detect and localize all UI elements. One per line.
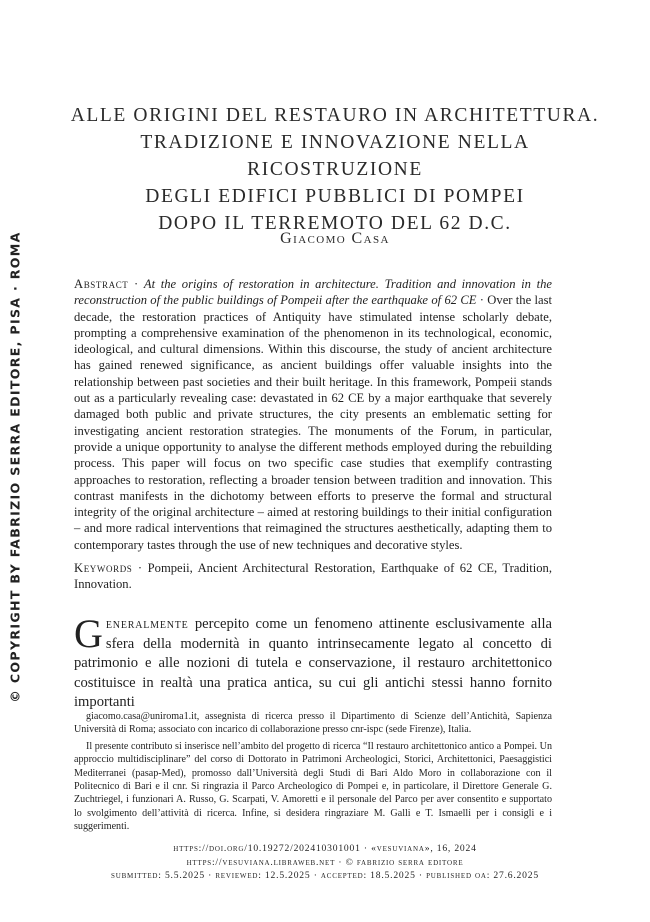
title-line: TRADIZIONE E INNOVAZIONE NELLA xyxy=(140,132,530,153)
keywords xyxy=(74,560,552,593)
copyright-notice: © COPYRIGHT BY FABRIZIO SERRA EDITORE, PISA · ROMA xyxy=(7,231,23,703)
title-line: ALLE ORIGINI DEL RESTAURO IN ARCHITETTURA. xyxy=(70,105,600,126)
title-line: RICOSTRUZIONE xyxy=(247,159,423,180)
abstract-label: Abstract xyxy=(74,277,129,291)
copyright-sidebar xyxy=(4,232,26,702)
dates-line: submitted: 5.5.2025 · reviewed: 12.5.2025 · accepted: 18.5.2025 · published oa: 27.6.2025 xyxy=(111,870,539,882)
footnotes xyxy=(74,710,552,834)
abstract-english-title: At the origins of restoration in architecture. Tradition and innovation in the reconstruction of the public buildings of Pompeii after the earthquake of 62 CE xyxy=(74,277,552,308)
keywords-text: Pompeii, Ancient Architectural Restoration, Earthquake of 62 CE, Tradition, Innovation. xyxy=(74,561,552,592)
abstract-text: · Over the last decade, the restoration practices of Antiquity have stimulated intense scholarly debate, prompting a comprehensive examination of the phenomenon in its technological, economic, ideological, and cultural dimensions. Within this discourse, the study of ancient architecture has gained renewed significance, as ancient buildings offer valuable insights into the relationship between past societies and their built heritage. In this framework, Pompeii stands out as a particularly revealing case: devastated in 62 CE by a major earthquake that severely damaged both public and private structures, the city presents an emblematic setting for investigating ancient restoration strategies. The monuments of the Forum, in particular, provide a unique opportunity to analyse the different methods employed during the rebuilding process. This paper will focus on two specific case studies that exemplify contrasting approaches to restoration, reflecting a broader tension between tradition and innovation. This contrast manifests in the dichotomy between efforts to preserve the formal and structural integrity of the original architecture – aimed at restoring buildings to their initial configuration – and more radical interventions that reimagined the structures aesthetically, adapting them to contemporary tastes through the use of new techniques and decorative styles. xyxy=(74,293,552,552)
title-line: DOPO IL TERREMOTO DEL 62 D.C. xyxy=(158,213,512,234)
abstract-separator: · xyxy=(128,277,144,291)
lead-word: eneralmente xyxy=(105,616,189,632)
footnote-affiliation: giacomo.casa@uniroma1.it, assegnista di ricerca presso il Dipartimento di Scienze dell’Antichità, Sapienza Università di Roma; associato con incarico di collaborazione presso cnr-ispc (sede Firenze), Italia. xyxy=(74,711,552,736)
author-name: Giacomo Casa xyxy=(280,230,390,247)
site-line: https://vesuviana.libraweb.net · © fabrizio serra editore xyxy=(186,856,464,868)
publication-info xyxy=(60,842,590,883)
keywords-label: Keywords xyxy=(74,561,133,575)
abstract xyxy=(74,276,552,553)
doi-line: https://doi.org/10.19272/202410301001 · «vesuviana», 16, 2024 xyxy=(173,843,477,854)
body-text: percepito come un fenomeno attinente esclusivamente alla sfera della modernità in quanto intrinsecamente legato al concetto di patrimonio e alle nozioni di tutela e conservazione, il restauro architettonico costituisce in realtà una pratica antica, su cui gli antichi stessi hanno fornito importanti xyxy=(74,616,552,711)
footnote-acknowledgements: Il presente contributo si inserisce nell’ambito del progetto di ricerca “Il restauro architettonico antico a Pompei. Un approccio multidisciplinare” del corso di Dottorato in Patrimoni Archeologici, Storici, Architettonici, Paesaggistici Mediterranei (pasap-Med), promosso dall’Università degli Studi di Bari Aldo Moro in collaborazione con il Politecnico di Bari e il cnr. Si ringrazia il Parco Archeologico di Pompei e, in particolare, il Direttore Generale G. Zuchtriegel, i funzionari A. Russo, G. Scarpati, V. Amoretti e il personale del Parco per aver consentito e supportato lo svolgimento dell’attività di ricerca. Infine, si desidera ringraziare M. Galli e T. Ismaelli per i consigli e i suggerimenti. xyxy=(74,740,552,833)
title-line: DEGLI EDIFICI PUBBLICI DI POMPEI xyxy=(145,186,525,207)
drop-cap: G xyxy=(74,611,103,656)
body-paragraph xyxy=(74,611,552,713)
article-title xyxy=(60,102,610,237)
keywords-separator: · xyxy=(132,561,148,575)
